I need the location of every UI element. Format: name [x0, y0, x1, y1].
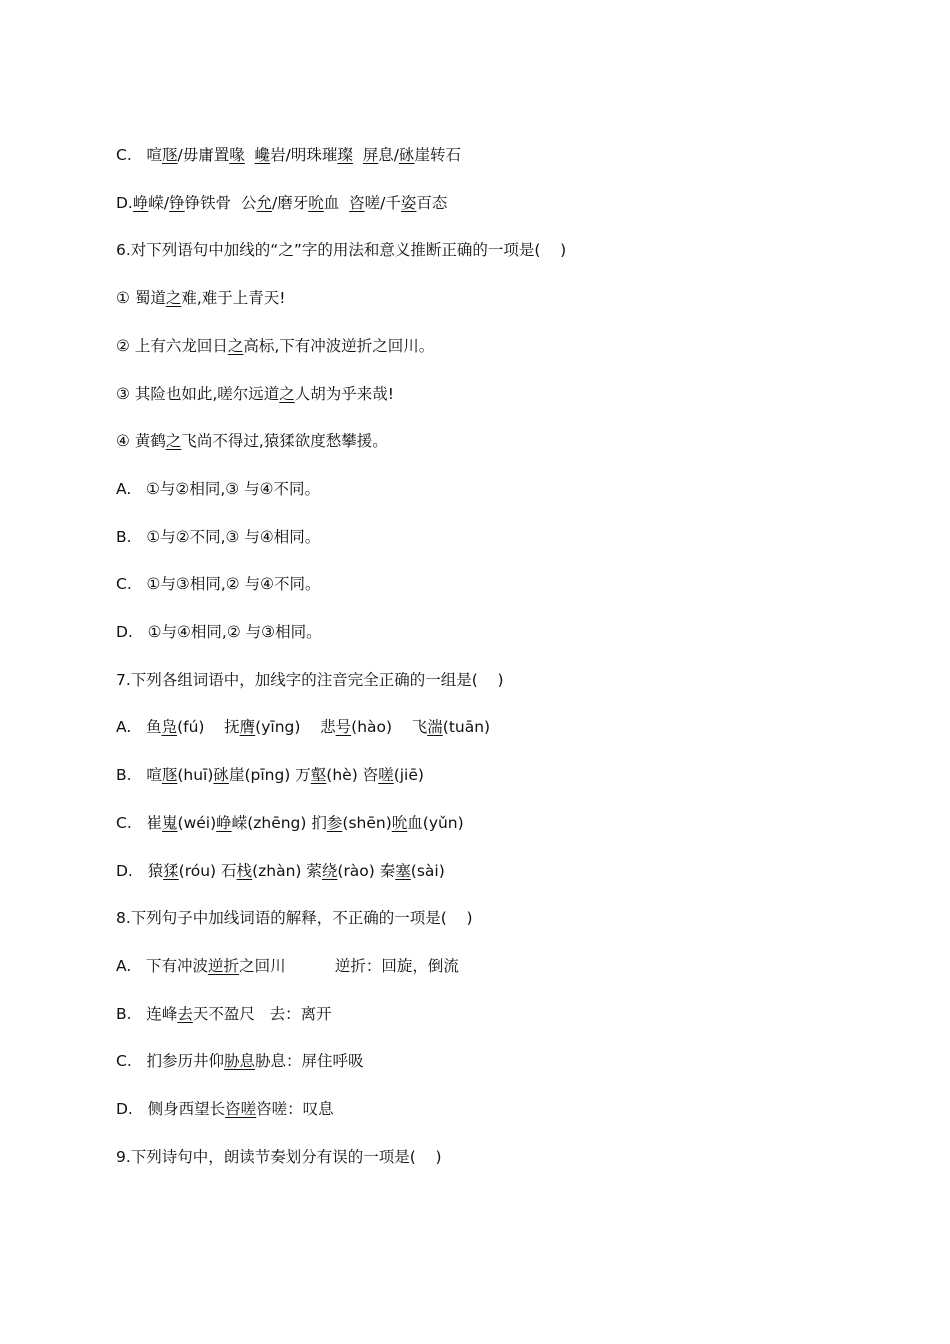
text-segment: (hè) 咨: [326, 766, 379, 785]
underlined-text: 屏: [362, 146, 379, 164]
text-segment: 嵘(zhēng) 扪: [231, 813, 327, 832]
underlined-text: 豗: [162, 146, 178, 164]
text-line: [116, 955, 910, 977]
text-segment: C. 崔: [116, 813, 163, 832]
text-line: [116, 192, 910, 214]
text-segment: D.: [116, 193, 133, 212]
text-segment: (tuān): [442, 718, 491, 737]
underlined-text: 壑: [310, 766, 327, 785]
text-segment: (huī): [177, 766, 214, 785]
text-segment: 息/: [378, 146, 400, 164]
text-line: [116, 1003, 910, 1025]
underlined-text: 咨嗟: [225, 1100, 257, 1118]
underlined-text: 塞: [395, 861, 411, 880]
underlined-text: 嵬: [162, 813, 178, 832]
text-segment: 之回川 逆折：回旋，倒流: [239, 956, 459, 975]
text-segment: D. 猿: [116, 861, 164, 880]
text-segment: 9.下列诗句中，朗读节奏划分有误的一项是( ): [116, 1147, 442, 1166]
underlined-text: 湍: [427, 718, 443, 737]
underlined-text: 参: [326, 813, 343, 832]
text-segment: 岩/明珠璀: [270, 146, 338, 164]
underlined-text: 咨: [349, 193, 365, 212]
text-segment: A. 下有冲波: [116, 956, 209, 975]
text-line: [116, 383, 910, 405]
underlined-text: 绕: [321, 861, 338, 880]
text-segment: (rào) 秦: [337, 861, 396, 880]
text-segment: C. 扪参历井仰: [116, 1052, 225, 1071]
text-segment: [353, 146, 363, 164]
text-segment: ① 蜀道: [116, 289, 166, 308]
underlined-text: 允: [256, 193, 273, 212]
underlined-text: 吮: [308, 193, 324, 212]
text-segment: ④ 黄鹤: [116, 432, 166, 451]
text-segment: [245, 146, 255, 164]
text-line: [116, 669, 910, 691]
underlined-text: 之: [279, 384, 295, 403]
text-segment: 血(yǔn): [407, 813, 464, 832]
underlined-text: 铮: [169, 193, 185, 212]
text-segment: 8.下列句子中加线词语的解释，不正确的一项是( ): [116, 909, 473, 928]
underlined-text: 凫: [161, 718, 178, 737]
text-segment: 天不盈尺 去：离开: [192, 1004, 332, 1023]
text-line: [116, 1146, 910, 1168]
text-segment: 嵘/: [148, 193, 170, 212]
text-segment: 百态: [416, 193, 448, 212]
text-line: [116, 526, 910, 548]
underlined-text: 喙: [229, 146, 245, 164]
underlined-text: 栈: [236, 861, 253, 880]
text-line: [116, 144, 910, 166]
text-segment: (shēn): [342, 813, 392, 832]
text-line: [116, 716, 910, 738]
text-segment: B. ①与②不同,③ 与④相同。: [116, 527, 321, 546]
underlined-text: 吮: [391, 813, 408, 832]
text-line: [116, 812, 910, 834]
text-segment: 崖转石: [414, 146, 462, 164]
text-line: [116, 430, 910, 452]
text-line: [116, 764, 910, 786]
text-segment: A. 鱼: [116, 718, 162, 737]
text-segment: 崖(pīng) 万: [228, 766, 311, 785]
underlined-text: 豗: [161, 766, 178, 785]
underlined-text: 璨: [337, 146, 353, 164]
text-segment: (zhàn) 萦: [252, 861, 322, 880]
underlined-text: 巉: [254, 146, 271, 164]
text-line: [116, 287, 910, 309]
text-segment: 人胡为乎来哉!: [294, 384, 394, 403]
text-segment: ② 上有六龙回日: [116, 336, 228, 355]
underlined-text: 猱: [163, 861, 179, 880]
text-segment: D. ①与④相同,② 与③相同。: [116, 623, 322, 641]
text-segment: 飞尚不得过,猿猱欲度愁攀援。: [181, 432, 388, 451]
text-segment: 高标,下有冲波逆折之回川。: [243, 336, 435, 355]
text-segment: (sài): [410, 861, 445, 880]
underlined-text: 逆折: [208, 956, 240, 975]
text-segment: 6.对下列语句中加线的“之”字的用法和意义推断正确的一项是( ): [116, 241, 567, 260]
text-line: [116, 1050, 910, 1072]
text-segment: ③ 其险也如此,嗟尔远道: [116, 384, 280, 403]
text-segment: C. ①与③相同,② 与④不同。: [116, 575, 321, 594]
text-segment: 嗟/千: [364, 193, 401, 212]
text-segment: 血: [323, 193, 350, 212]
text-segment: B. 连峰: [116, 1004, 178, 1023]
text-line: [116, 621, 910, 643]
text-segment: 咨嗟：叹息: [256, 1100, 334, 1118]
underlined-text: 之: [165, 432, 182, 451]
underlined-text: 嗟: [378, 766, 394, 785]
underlined-text: 峥: [132, 193, 149, 212]
underlined-text: 姿: [400, 193, 417, 212]
text-segment: 铮铁骨 公: [184, 193, 257, 212]
text-line: [116, 860, 910, 882]
underlined-text: 砯: [399, 146, 415, 164]
text-line: [116, 907, 910, 929]
underlined-text: 膺: [239, 718, 256, 737]
underlined-text: 去: [177, 1004, 193, 1023]
underlined-text: 之: [227, 336, 244, 355]
underlined-text: 峥: [216, 813, 232, 832]
text-segment: A. ①与②相同,③ 与④不同。: [116, 479, 320, 498]
text-segment: (hào) 飞: [351, 718, 428, 737]
text-segment: (fú) 抚: [177, 718, 240, 737]
text-segment: (wéi): [177, 813, 217, 832]
text-segment: 7.下列各组词语中，加线字的注音完全正确的一组是( ): [116, 670, 504, 689]
text-line: [116, 478, 910, 500]
text-segment: C. 喧: [116, 146, 163, 164]
text-segment: (jiē): [393, 766, 424, 785]
text-segment: 难,难于上青天!: [181, 289, 286, 308]
text-line: [116, 335, 910, 357]
text-line: [116, 573, 910, 595]
text-segment: (róu) 石: [178, 861, 237, 880]
text-segment: (yīng) 悲: [255, 718, 336, 737]
underlined-text: 号: [335, 718, 352, 737]
text-line: [116, 239, 910, 261]
underlined-text: 砯: [213, 766, 229, 785]
text-segment: D. 侧身西望长: [116, 1100, 226, 1118]
underlined-text: 之: [165, 289, 182, 308]
text-segment: 胁息：屏住呼吸: [255, 1052, 364, 1071]
text-segment: /磨牙: [272, 193, 309, 212]
underlined-text: 胁息: [224, 1052, 256, 1071]
text-segment: /毋庸置: [177, 146, 230, 164]
text-line: [116, 1098, 910, 1120]
text-segment: B. 喧: [116, 766, 162, 785]
